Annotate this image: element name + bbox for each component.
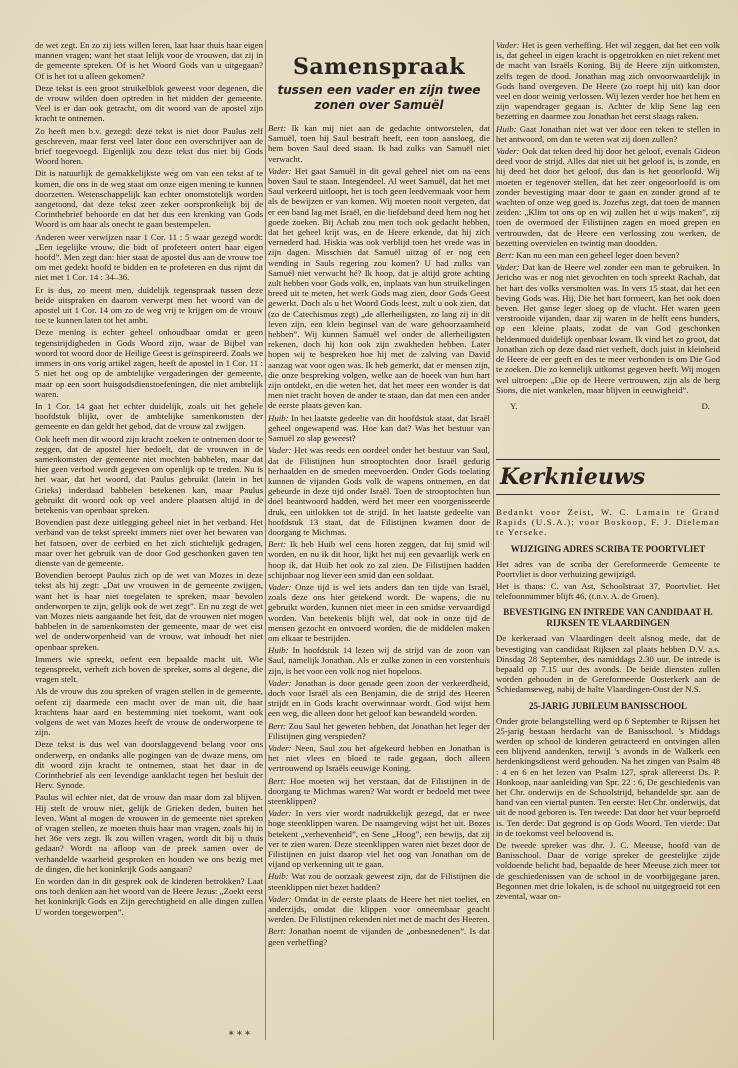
dialogue-text: Dat kan de Heere wel zonder een man te gebruiken. In Jericho was er nog niet gevochten en toch spreekt Rachab, dat het hart des volks versmolten was. In vers 15 staat, dat het een beving Gods was. Hij, Die het hart formeert, kan het ook doen beven. Het ganse leger sloeg op de vlucht. Het waren geen verstrooide vijanden, daar zij waren in de helft eens bunders, op een kleine plaats, zodat de van God geschonken heldenmoed duidelijk openbaar kwam. Ik vind het zo groot, dat Jonathan zich op deze daad niet verheft, doch juist in kleinheid de Heere de eer geeft en des te meer verbonden is om Die God te zoeken. Die zo kennelijk uitkomst gegeven heeft. Wij mogen wel uitroepen: „Die op de Heere vertrouwen, zijn als de berg Sions, die niet wankelen, maar blijven in eeuwigheid”.: [496, 262, 720, 395]
kerknieuws-items: [496, 507, 720, 901]
news-paragraph: Het adres van de scriba der Gereformeerde Gemeente te Poortvliet is door verhuizing gewijzigd.: [496, 558, 720, 579]
speaker-label: Bert:: [268, 539, 287, 550]
dialogue-text: Gaat Jonathan niet wat ver door een teken te stellen in het antwoord, om dan te weten wat zij doen zullen?: [496, 123, 720, 144]
dialogue-paragraph: [496, 40, 720, 122]
speaker-label: Huib:: [268, 412, 289, 423]
dialogue-paragraph: [268, 808, 490, 869]
dialogue-paragraph: [268, 413, 490, 444]
article-column-right: [496, 40, 720, 1050]
end-stars-text: * * *: [228, 1030, 250, 1041]
speaker-label: Vader:: [268, 165, 292, 176]
kerknieuws-section: [496, 459, 720, 901]
dialogue-text: Wat zou de oorzaak geweest zijn, dat de Filistijnen die steenklippen niet bezet hadden?: [268, 871, 490, 892]
dialogue-text: Neen, Saul zou het afgekeurd hebben en Jonathan is het niet vlees en bloed te rade gegaan, doch alleen vertrouwend op Israëls eeuwige Koning.: [268, 742, 490, 774]
article-paragraph: Ook heeft men dit woord zijn kracht zoeken te ontnemen door te zeggen, dat de apostel hier bedoelt, dat de vrouwen in de samenkomsten der gemeente niet mochten babbelen, maar dat hier geen verbod wordt gegeven om openlijk op te treden. Nu is het waar, dat het woord, dat Paulus gebruikt (latein in het Grieks) inderdaad babbelen betekenen kan, maar Paulus gebruikt dit woord ook op veel andere plaatsen altijd in de betekenis van openbaar spreken.: [35, 433, 263, 515]
dialogue-paragraph: [268, 871, 490, 891]
dialogue-text: Het is geen verheffing. Het wil zeggen, dat het een volk is, dat geheel in eigen kracht is opgetrokken en niet rekent met de macht van Israëls Koning. Bij de Heere zijn uitkomsten, zelfs tegen de dood. Jonathan mag zich onvoorwaardelijk in Gods hand overgeven. De Heere (zo roept hij uit) kan door veel en door weinig verlossen. Wij lezen verder hoe het hem en zijn wapendrager gegaan is. Achter de klip Sene lag een bezetting en daarmee zou Jonathan het eerst slaags raken.: [496, 40, 720, 122]
speaker-label: Huib:: [496, 123, 517, 134]
speaker-label: Vader:: [268, 893, 292, 904]
speaker-label: Bert:: [268, 775, 287, 786]
signature: [510, 401, 710, 411]
article-paragraph: Als de vrouw dus zou spreken of vragen stellen in de gemeente, oefent zij daarmede een macht over de man uit, die haar krachtens haar aard en bestemming niet toekomt, want ook volgens de wet van Mozes heeft de vrouw de onderworpene te zijn.: [35, 686, 263, 738]
dialogue-paragraph: [268, 539, 490, 580]
dialogue-text: In vers vier wordt nadrukkelijk gezegd, dat er twee hoge steenklippen waren. De naamgeving wijst het uit. Bozes betekent „verhevenheid”, en Sene „Hoog”, een bewijs, dat zij ver te zien waren. Deze steenklippen waren niet bezet door de Filistijnen en juist daarop viel het oog van Jonathan om de vijand op verkenning uit te gaan.: [268, 808, 490, 870]
article-paragraph: Deze tekst is een groot struikelblok geweest voor degenen, die de vrouw wilden doen optreden in het midden der gemeente. Veel is er dan ook getracht, om dit woord van de apostel zijn kracht te ontnemen.: [35, 82, 263, 124]
speaker-label: Huib:: [268, 871, 289, 882]
speaker-label: Vader:: [268, 808, 292, 819]
dialogue-paragraph: [268, 582, 490, 643]
article-paragraph: Anderen weer verwijzen naar 1 Cor. 11 : 5 waar gezegd wordt: „Een iegelijke vrouw, die bidt of profeteert ontert haar eigen hoofd”. Men zegt dan: hier staat de apostel dus aan de vrouw toe om met gedekt hoofd te bidden en te profeteren en dus rijmt dit niet met 1 Cor. 14 : 34–36.: [35, 231, 263, 283]
dialogue-text: In het laatste gedeelte van dit hoofdstuk staat, dat Israël geheel ongewapend was. Hoe kan dat? Was het bestuur van Samuël zo slap geweest?: [268, 412, 490, 444]
news-paragraph: De tweede spreker was dhr. J. C. Meeuse, hoofd van de Banisschool. Daar de vorige spreker de geestelijke zijde voldoende belicht had, bepaalde de heer Meeuse zich meer tot de geschiedenissen van de school in de voorbijgegane jaren. Begonnen met drie lokalen, is de school nu uitgegroeid tot een zevental, waar on-: [496, 839, 720, 901]
dialogue-text: Omdat in de eerste plaats de Heere het niet toeliet, en anderzijds, omdat die klippen voor onneembaar geacht werden. De Filistijnen rekenden niet met de macht des Heeren.: [268, 893, 490, 925]
dialogue-body: [268, 123, 490, 947]
dialogue-paragraph: [268, 776, 490, 807]
news-paragraph: De kerkeraad van Vlaardingen deelt alsnog mede, dat de bevestiging van candidaat Rijksen zal plaats hebben D.V. a.s. Dinsdag 28 September, des namiddags 2.30 uur. De intrede is bepaald op 7.15 uur des avonds. De beide diensten zullen worden gehouden in de Gereformeerde Oosterkerk aan de Schiedamseweg, nabij de halte Vlaardingen-Oost der N.S.: [496, 633, 720, 695]
article-paragraph: de wet zegt. En zo zij iets willen leren, laat haar thuis haar eigen mannen vragen; want het staat lelijk voor de vrouwen, dat zij in de gemeente spreken. Of is het Woord Gods van u uitgegaan? Of is het tot u alleen gekomen?: [35, 40, 263, 81]
news-heading: 25-JARIG JUBILEUM BANISSCHOOL: [528, 700, 688, 711]
signature-left: Y.: [510, 400, 518, 411]
dialogue-text: Hoe moeten wij het verstaan, dat de Filistijnen in de doorgang te Michmas waren? Wat wordt er bedoeld met twee steenklippen?: [268, 775, 490, 806]
article-paragraph: En worden dan in dit gesprek ook de kinderen betrokken? Laat ons toch denken aan het woord van de Heere Jezus: „Zoekt eerst het koninkrijk Gods en Zijn gerechtigheid en alle dingen zullen U worden toegeworpen”.: [35, 876, 263, 917]
speaker-label: Bert:: [268, 123, 287, 133]
article-paragraph: Bovendien beroept Paulus zich op de wet van Mozes in deze tekst als hij zegt: „Dat uw vrouwen in de gemeente zwijgen, want het is haar niet toegelaten te spreken, maar bevolen onderworpen te zijn, gelijk ook de wet zegt”. En nu zegt de wet van Mozes niets aangaande het feit, dat de vrouwen niet mogen babbelen in de samenkomsten der gemeente, maar de wet eist wel de onderworpenheid van de vrouw, wat inhoudt het niet openbaar spreken.: [35, 570, 263, 652]
signature-right: D.: [701, 400, 710, 411]
dialogue-text: Ik kan mij niet aan de gedachte ontworstelen, dat Samuël, toen hij Saul bestraft heeft, een toon aansloeg, die hem boven Saul deed staan. Ik had zulks van Samuël niet verwacht.: [268, 123, 490, 164]
speaker-label: Vader:: [268, 742, 292, 753]
dialogue-paragraph: [496, 250, 720, 260]
article-paragraph: Deze tekst is dus wel van doorslaggevend belang voor ons onderwerp, en ondanks alle pogingen van de dwaze mens, om dit woord zijn kracht te ontnemen, staat het daar in de Corinthebrief als een levendige aanklacht tegen het besluit der Herv. Synode.: [35, 739, 263, 791]
speaker-label: Bert:: [268, 926, 287, 937]
masthead: [268, 54, 490, 113]
dialogue-text: Ook dat teken deed hij door het geloof, evenals Gideon deed voor de strijd. Alles dat niet uit het geloof is, is zonde, en hij deed het door het geloof, dus dan is het geoorloofd. Wij moeten er tegenover stellen, dat het zeer ongeoorloofd is om zonder bevestiging maar door te gaan en zonder grond af te wachten of onze weg goed is. Jozefus zegt, dat toen de mannen zeiden: „Klim tot ons op en wij zullen het u wijs maken”, zij toen de overmoed der Filistijnen zagen en moed grepen en vertrouwden, dat de Heere een verlossing zou werken, de bezetting overvielen en twintig man doodden.: [496, 146, 720, 248]
speaker-label: Vader:: [496, 40, 520, 50]
speaker-label: Huib:: [268, 645, 289, 656]
dialogue-paragraph: [496, 146, 720, 248]
masthead-subtitle: tussen een vader en zijn twee zonen over Samuël: [277, 83, 481, 112]
dialogue-text: Zou Saul het geweten hebben, dat Jonathan het leger der Filistijnen ging verspieden?: [268, 720, 490, 741]
column-divider: [265, 40, 266, 1040]
masthead-title: Samenspraak: [292, 54, 466, 80]
dialogue-text: Het was reeds een oordeel onder het bestuur van Saul, dat de Filistijnen hun strooptochten door Israël gedurig herhaalden en de smeden meevoerden. Onder Gods toelating kunnen de vijanden Gods volk de wapens ontnemen, en dat gebeurde in deze tijd onder Israël. Toen de strooptochten hun doel beantwoord hadden, werd het meer een voorgenisseerde druk, een uitlokken tot de strijd. In het laatste gedeelte van hoofdstuk 13 staat, dat de Filistijnen kwamen door de doorgang te Michmas.: [268, 445, 490, 537]
article-paragraph: Bovendien past deze uitlegging geheel niet in het verband. Het verband van de tekst spreekt immers niet over het bewaren van het fatsoen, over de eerbied en het zich stichtelijk gedragen, maar over het gebruik van de door God geschonken gaven ten dienste van de gemeente.: [35, 517, 263, 568]
speaker-label: Bert:: [268, 720, 287, 731]
dialogue-text: Jonathan noemt de vijanden de „onbesnedenen”. Is dat geen verheffing?: [268, 926, 490, 947]
dialogue-paragraph: [268, 743, 490, 774]
speaker-label: Vader:: [268, 677, 292, 688]
speaker-label: Bert:: [496, 250, 515, 261]
article-column-middle: [268, 40, 490, 1050]
speaker-label: Vader:: [268, 581, 292, 592]
dialogue-paragraph: [496, 124, 720, 144]
column-divider: [493, 40, 494, 1040]
dialogue-text: In hoofdstuk 14 lezen wij de strijd van de zoon van Saul, namelijk Jonathan. Als er zulke zonen in een vorstenhuis zijn, is het voor een volk nog niet hopeloos.: [268, 645, 490, 676]
dialogue-text: Jonathan is door genade geen zoon der verkeerdheid, doch voor Israël als een Benjamin, die de strijd des Heeren strijdt en in Gods kracht overwinnaar wordt. God wijst hem een weg, die alleen door het geloof kan bewandeld worden.: [268, 677, 490, 719]
news-heading: BEVESTIGING EN INTREDE VAN CANDIDAAT H. RIJKSEN TE VLAARDINGEN: [503, 607, 713, 629]
dialogue-paragraph: [268, 166, 490, 411]
end-stars: [180, 1028, 260, 1041]
kerknieuws-title: Kerknieuws: [496, 460, 720, 495]
article-paragraph: Zo heeft men b.v. gezegd: deze tekst is niet door Paulus zelf geschreven, maar ferst veel later door een overschrijver aan de brief toegevoegd. Eigenlijk zou deze tekst dus niet bij Gods Woord horen.: [35, 125, 263, 167]
news-heading: WIJZIGING ADRES SCRIBA TE POORTVLIET: [510, 543, 706, 554]
dialogue-paragraph: [268, 123, 490, 164]
dialogue-paragraph: [268, 721, 490, 741]
dialogue-continuation: [496, 40, 720, 395]
news-paragraph: Onder grote belangstelling werd op 6 September te Rijssen het 25-jarig bestaan herdacht van de Banisschool. 's Middags werden op school de kinderen getracteerd en ontvingen allen een blijvend aandenken, terwijl 's avonds in de Walkerk een herdenkingsdienst werd gehouden. Na het zingen van Psalm 48 : 4 en 6 en het lezen van Psalm 127, sprak allereerst Ds. P. Honkoop, naar aanleiding van Spr. 22 : 6, De geschiedenis van het Chr. onderwijs en de Schoolstrijd, behandelde spr. aan de hand van een viertal punten. Ten eerste: Het Chr. onderwijs, dat uit de nood geboren is. Ten tweede: Dat door het vuur beproefd is. Ten derde: Dat gegrond is op Gods Woord. Ten vierde: Dat in de toekomst veel beloovend is.: [496, 715, 720, 838]
dialogue-text: Onze tijd is wel iets anders dan ten tijde van Israël, zoals deze ons hier getekend wordt. De wapens, die nu gebruikt worden, kunnen niet meer in een smidse vervaardigd worden. Van betekenis blijft wel, dat ook in onze tijd de mensen gezocht en ontvoerd worden, die de middelen maken om elkaar te bestrijden.: [268, 581, 490, 643]
speaker-label: Vader:: [268, 445, 292, 456]
dialogue-paragraph: [268, 445, 490, 537]
article-paragraph: In 1 Cor. 14 gaat het echter duidelijk, zoals uit het gehele hoofdstuk blijkt, over de ambtelijke samenkomsten der gemeente en dan geldt het gebod, dat de vrouw zal zwijgen.: [35, 400, 263, 432]
article-paragraph: Deze mening is echter geheel onhoudbaar omdat er geen tegenstrijdigheden in Gods Woord zijn, waar de Bijbel van woord tot woord door de Heilige Geest is geïnspireerd. Zoals we immers in ons vorig artikel zagen, heeft de apostel in 1 Cor. 11 : 5 niet het oog op de ambtelijke vergaderingen der gemeente, maar op een soort huisgodsdienstoefeningen, die niet ambtelijk waren.: [35, 327, 263, 399]
article-paragraph: Immers wie spreekt, oefent een bepaalde macht uit. Wie tegenspreekt, verheft zich boven de spreker, soms al degene, die vragen stelt.: [35, 653, 263, 685]
dialogue-text: Ik heb Huib wel eens horen zeggen, dat hij smid wil worden, en nu ik dit hoor, lijkt het mij een gevaarlijk werk en hoop ik, dat Huib het ook zo zal zien. De Filistijnen hadden schijnbaar nog liever een smid dan een soldaat.: [268, 539, 490, 580]
news-paragraph: Het is thans: C. van Ast, Schoolstraat 37, Poortvliet. Het telefoonnummer blijft 46, (t.n.v. A. de Groen).: [496, 580, 720, 602]
news-paragraph: Bedankt voor Zeist, W. C. Lamain te Grand Rapids (U.S.A.); voor Boskoop, F. J. Dieleman te Yerseke.: [496, 506, 720, 538]
article-paragraph: Er is dus, zo meent men, duidelijk tegenspraak tussen deze beide uitspraken en daarom verwerpt men het woord van de apostel uit 1 Cor. 14 om zo de weg vrij te krijgen om de vrouw toe te kunnen laten tot het ambt.: [35, 284, 263, 326]
speaker-label: Vader:: [496, 146, 520, 157]
dialogue-text: Het gaat Samuël in dit geval geheel niet om na eens boven Saul te staan. Integendeel. Al weet Samuël, dat het met Saul verkeerd uitloopt, het is toch geen leedvermaak voor hem als de bewijzen er van komen. Wij moeten nooit vergeten, dat er een band lag met Israël, en die liefdeband deed hem nog het goede zoeken. Bij Achab zou men toch ook gedacht hebben, dat het geheel krijt was, en de Heere erkende, dat hij zich vernederd had. Hiskia was ook verblijd toen het vrede was in zijn dagen. Misschien dat Samuël uitzag of er nog een wending in Sauls regering zou komen? U had zulks van Samuël niet verwacht hé? Ik hoop, dat je altijd grote achting zult hebben voor Gods volk, en, inplaats van hun struikelingen breed uit te meten, het werk Gods mag zien, door Gods Geest gewerkt. Doch als u het Woord Gods leest, zult u ook zien, dat (zo de Catechismus zegt) „de allerheiligsten, zo lang zij in dit leven zijn, een klein beginsel van de ware gehoorzaamheid hebben”. Wij kunnen Samuël wel onder de allerheiligsten rekenen, doch hij kon ook zijn zwakheden hebben. Later hopen wij te bespreken hoe hij met de zalving van David aanzag wat voor ogen was. Ik heb gemerkt, dat er mensen zijn, die onze bespreking volgen, welke aan de hoeek van hun hart zijn ontdekt, en die weten het, dat het meer een wonder is dat men niet tracht boven de ander te staan, dan dat men een ander de eerste plaats geven kan.: [268, 165, 490, 411]
dialogue-paragraph: [268, 645, 490, 676]
article-paragraph: Paulus wil echter niet, dat de vrouw dan maar dom zal blijven. Hij stelt de vrouw niet, gelijk de Grieken deden, buiten het leven. Want al mogen de vrouwen in de gemeente niet spreken of vragen stellen, ze moeten thuis haar man vragen, zoals hij in het 36e vers zegt. Ik zou willen vragen, wordt dit bij u thuis gedaan? Wordt na afloop van de preek samen over de verhandelde waarheid gesproken en houden we ons bezig met de dingen, die het koninkrijk Gods aangaan?: [35, 792, 263, 874]
dialogue-paragraph: [268, 894, 490, 925]
dialogue-paragraph: [496, 262, 720, 395]
dialogue-paragraph: [268, 926, 490, 946]
dialogue-text: Kan nu een man een geheel leger doen beven?: [514, 250, 680, 261]
speaker-label: Vader:: [496, 262, 520, 273]
article-column-left: [35, 40, 263, 1050]
article-paragraph: Dit is natuurlijk de gemakkelijkste weg om van een tekst af te komen, die ons in de weg staat om onze eigen mening te kunnen doorzetten. Wetenschappelijk kan echter onomstotelijk worden aangetoond, dat deze tekst zeer zeker oorspronkelijk bij de Corinthebrief behoorde en dat het dus een krenking van Gods Woord is om haar als onecht te gaan bestempelen.: [35, 168, 263, 230]
dialogue-paragraph: [268, 678, 490, 719]
